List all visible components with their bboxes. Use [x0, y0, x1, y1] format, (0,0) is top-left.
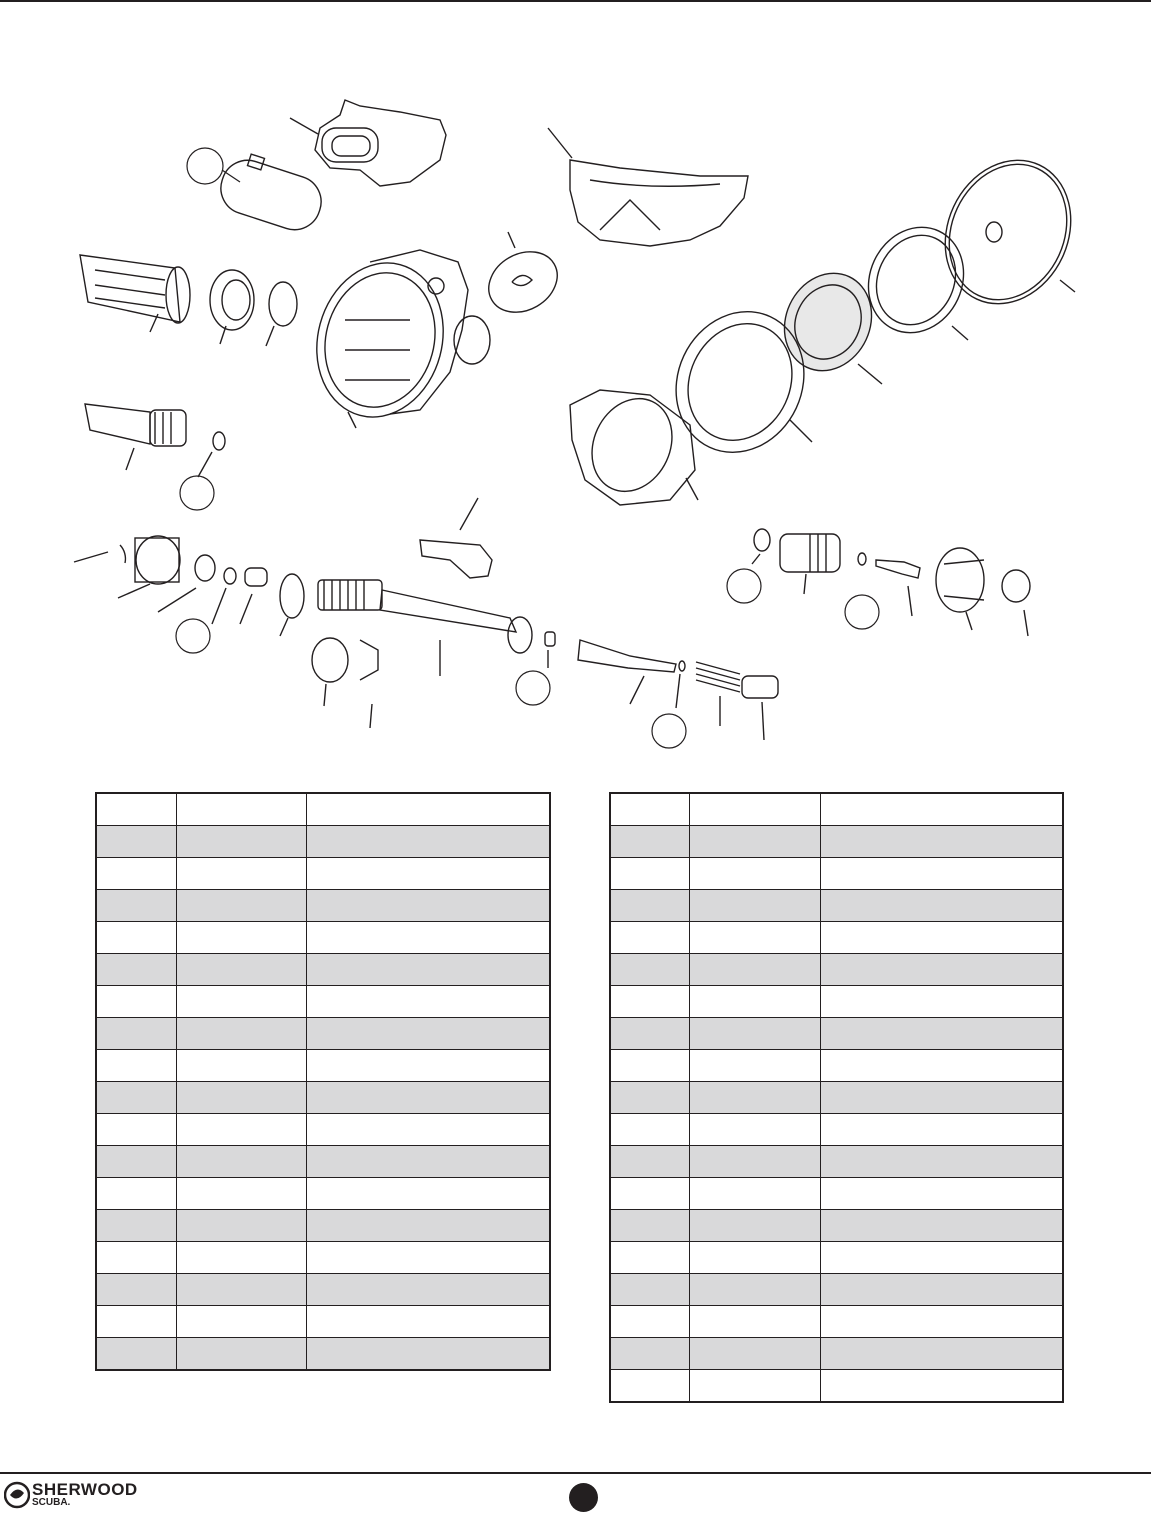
- table-cell: [689, 986, 820, 1018]
- footer-rule: [0, 1472, 1151, 1474]
- hose-protector-part: [80, 255, 190, 332]
- table-row: [96, 986, 550, 1018]
- table-row: [610, 1210, 1063, 1242]
- table-cell: [610, 1082, 689, 1114]
- table-cell: [820, 1210, 1063, 1242]
- table-cell: [610, 826, 689, 858]
- table-row: [96, 1242, 550, 1274]
- table-cell: [820, 793, 1063, 826]
- table-cell: [610, 1306, 689, 1338]
- table-row: [610, 1242, 1063, 1274]
- table-cell: [306, 1050, 550, 1082]
- table-row: [610, 1146, 1063, 1178]
- table-cell: [306, 858, 550, 890]
- table-cell: [689, 1146, 820, 1178]
- table-cell: [820, 1018, 1063, 1050]
- table-cell: [610, 1050, 689, 1082]
- table-cell: [96, 1050, 176, 1082]
- table-row: [96, 1082, 550, 1114]
- table-cell: [176, 1114, 306, 1146]
- table-cell: [820, 1274, 1063, 1306]
- table-row: [610, 826, 1063, 858]
- table-row: [610, 1370, 1063, 1403]
- table-row: [96, 1338, 550, 1371]
- table-cell: [96, 1274, 176, 1306]
- table-row: [96, 1146, 550, 1178]
- table-cell: [610, 1274, 689, 1306]
- table-cell: [689, 1082, 820, 1114]
- table-cell: [820, 986, 1063, 1018]
- table-cell: [306, 1210, 550, 1242]
- table-cell: [610, 858, 689, 890]
- table-cell: [176, 826, 306, 858]
- table-row: [610, 858, 1063, 890]
- table-cell: [820, 858, 1063, 890]
- table-cell: [610, 954, 689, 986]
- table-cell: [176, 890, 306, 922]
- table-row: [96, 1274, 550, 1306]
- table-cell: [96, 986, 176, 1018]
- table-row: [610, 1018, 1063, 1050]
- table-cell: [306, 1018, 550, 1050]
- table-cell: [820, 1242, 1063, 1274]
- table-cell: [96, 1306, 176, 1338]
- table-cell: [306, 826, 550, 858]
- table-cell: [96, 1082, 176, 1114]
- table-cell: [610, 1338, 689, 1370]
- table-cell: [176, 1178, 306, 1210]
- table-cell: [306, 922, 550, 954]
- nut-part: [210, 270, 254, 344]
- table-cell: [689, 858, 820, 890]
- exhaust-tee-part: [548, 128, 748, 246]
- table-cell: [176, 1082, 306, 1114]
- sherwood-swirl-icon: [4, 1481, 30, 1509]
- table-cell: [176, 793, 306, 826]
- table-row: [610, 1178, 1063, 1210]
- table-cell: [689, 1242, 820, 1274]
- table-row: [96, 858, 550, 890]
- exploded-parts-diagram: [0, 60, 1151, 760]
- table-cell: [689, 1114, 820, 1146]
- table-cell: [306, 1178, 550, 1210]
- table-cell: [96, 890, 176, 922]
- table-row: [96, 826, 550, 858]
- table-cell: [689, 1018, 820, 1050]
- table-row: [610, 793, 1063, 826]
- table-row: [610, 1050, 1063, 1082]
- table-cell: [689, 890, 820, 922]
- table-cell: [176, 922, 306, 954]
- table-cell: [96, 793, 176, 826]
- table-cell: [689, 826, 820, 858]
- table-cell: [820, 890, 1063, 922]
- sherwood-logo: [4, 1480, 164, 1510]
- table-cell: [176, 1050, 306, 1082]
- table-row: [96, 1306, 550, 1338]
- table-cell: [176, 1306, 306, 1338]
- table-row: [96, 954, 550, 986]
- table-cell: [820, 1114, 1063, 1146]
- table-row: [610, 922, 1063, 954]
- inlet-assembly-part: [752, 529, 1030, 636]
- diaphragm-part: [922, 140, 1093, 325]
- table-cell: [176, 1146, 306, 1178]
- table-cell: [820, 1146, 1063, 1178]
- table-cell: [610, 1178, 689, 1210]
- table-cell: [610, 793, 689, 826]
- parts-table-left: [95, 792, 551, 1371]
- table-cell: [96, 1018, 176, 1050]
- table-cell: [306, 1242, 550, 1274]
- table-cell: [96, 1146, 176, 1178]
- table-cell: [820, 1082, 1063, 1114]
- table-cell: [176, 954, 306, 986]
- table-row: [96, 793, 550, 826]
- table-row: [610, 986, 1063, 1018]
- table-cell: [820, 1370, 1063, 1403]
- table-row: [96, 922, 550, 954]
- table-cell: [306, 1306, 550, 1338]
- table-cell: [610, 986, 689, 1018]
- table-cell: [306, 1082, 550, 1114]
- table-cell: [820, 954, 1063, 986]
- retainer-part: [570, 385, 698, 505]
- table-cell: [96, 1114, 176, 1146]
- table-cell: [689, 1306, 820, 1338]
- table-cell: [689, 922, 820, 954]
- table-cell: [306, 1114, 550, 1146]
- table-cell: [96, 1178, 176, 1210]
- table-row: [610, 1114, 1063, 1146]
- table-cell: [820, 1178, 1063, 1210]
- table-cell: [306, 1274, 550, 1306]
- table-cell: [689, 1210, 820, 1242]
- knob-assembly-part: [85, 404, 225, 477]
- table-cell: [820, 826, 1063, 858]
- valve-tube-part: [74, 536, 532, 676]
- table-cell: [176, 858, 306, 890]
- table-cell: [96, 1210, 176, 1242]
- brand-line-1: SHERWOOD: [32, 1480, 138, 1499]
- table-cell: [820, 922, 1063, 954]
- table-cell: [96, 826, 176, 858]
- table-cell: [306, 1146, 550, 1178]
- table-cell: [610, 1370, 689, 1403]
- mouthpiece-part: [290, 100, 446, 186]
- lever-part: [420, 498, 492, 578]
- table-row: [96, 1210, 550, 1242]
- table-cell: [306, 1338, 550, 1371]
- table-cell: [610, 890, 689, 922]
- table-row: [96, 1178, 550, 1210]
- table-row: [96, 890, 550, 922]
- brand-line-2: SCUBA.: [32, 1497, 71, 1508]
- table-cell: [610, 1114, 689, 1146]
- table-cell: [96, 1338, 176, 1371]
- table-cell: [306, 954, 550, 986]
- table-cell: [610, 1146, 689, 1178]
- table-cell: [176, 986, 306, 1018]
- table-cell: [689, 793, 820, 826]
- table-cell: [176, 1018, 306, 1050]
- table-cell: [306, 890, 550, 922]
- table-cell: [176, 1210, 306, 1242]
- page-number-marker: [569, 1483, 598, 1512]
- poppet-part: [545, 632, 778, 740]
- table-cell: [610, 1242, 689, 1274]
- table-cell: [176, 1274, 306, 1306]
- table-cell: [610, 922, 689, 954]
- table-cell: [820, 1306, 1063, 1338]
- table-cell: [689, 1050, 820, 1082]
- table-cell: [96, 922, 176, 954]
- top-rule: [0, 0, 1151, 2]
- table-cell: [820, 1050, 1063, 1082]
- table-row: [96, 1114, 550, 1146]
- bushing-part: [312, 638, 378, 728]
- table-row: [610, 1082, 1063, 1114]
- clamp-part: [214, 154, 328, 237]
- table-row: [96, 1050, 550, 1082]
- exhaust-valve-part: [478, 232, 568, 324]
- table-cell: [689, 1370, 820, 1403]
- table-cell: [689, 954, 820, 986]
- table-cell: [176, 1242, 306, 1274]
- table-cell: [689, 1338, 820, 1370]
- table-cell: [176, 1338, 306, 1371]
- table-cell: [610, 1018, 689, 1050]
- table-row: [610, 954, 1063, 986]
- parts-table-right: [609, 792, 1064, 1403]
- o-ring-part: [266, 282, 297, 346]
- table-row: [610, 1338, 1063, 1370]
- table-cell: [96, 1242, 176, 1274]
- table-row: [610, 890, 1063, 922]
- table-cell: [689, 1178, 820, 1210]
- table-cell: [306, 793, 550, 826]
- table-row: [96, 1018, 550, 1050]
- table-row: [610, 1274, 1063, 1306]
- table-row: [610, 1306, 1063, 1338]
- table-cell: [610, 1210, 689, 1242]
- table-cell: [820, 1338, 1063, 1370]
- table-cell: [306, 986, 550, 1018]
- table-cell: [96, 858, 176, 890]
- housing-part: [300, 249, 490, 432]
- reference-circles: [176, 148, 879, 748]
- table-cell: [96, 954, 176, 986]
- table-cell: [689, 1274, 820, 1306]
